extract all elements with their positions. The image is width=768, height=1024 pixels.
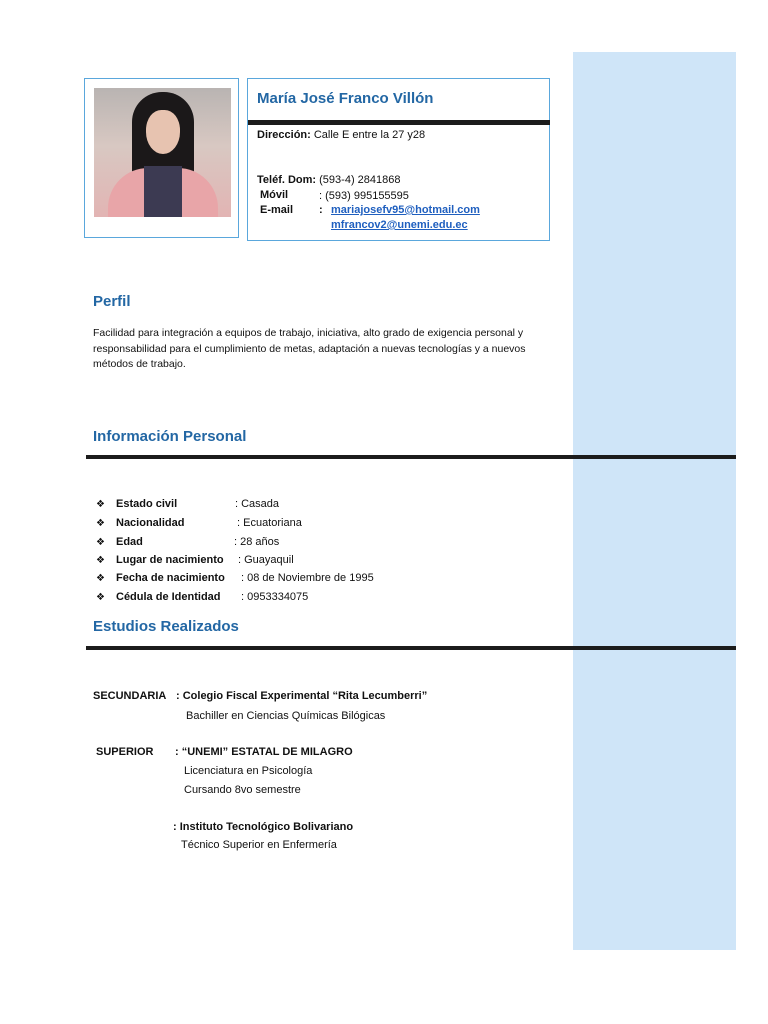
info-item-cedula <box>96 591 221 603</box>
tech-school: : Instituto Tecnológico Bolivariano <box>173 821 354 833</box>
info-value: : Ecuatoriana <box>237 517 302 529</box>
personal-info-divider <box>86 455 736 459</box>
profile-title: Perfil <box>93 293 131 310</box>
info-item-lugar-nacimiento <box>96 554 224 566</box>
address-line <box>257 129 425 141</box>
email-link-unemi[interactable]: mfrancov2@unemi.edu.ec <box>331 219 468 231</box>
bullet-icon: ❖ <box>96 537 105 548</box>
bullet-icon: ❖ <box>96 555 105 566</box>
superior-school: : “UNEMI” ESTATAL DE MILAGRO <box>175 746 353 758</box>
tech-degree: Técnico Superior en Enfermería <box>181 839 337 851</box>
info-label: Estado civil <box>116 498 178 510</box>
info-value: : 08 de Noviembre de 1995 <box>241 572 374 584</box>
profile-photo <box>94 88 231 217</box>
bullet-icon: ❖ <box>96 592 105 603</box>
email-separator: : <box>319 204 323 216</box>
email-link-hotmail[interactable]: mariajosefv95@hotmail.com <box>331 204 480 216</box>
person-name: María José Franco Villón <box>257 90 434 107</box>
info-value: : Casada <box>235 498 280 510</box>
info-item-nacionalidad <box>96 517 184 529</box>
phone-line <box>257 174 400 186</box>
personal-info-title: Información Personal <box>93 428 247 445</box>
secondary-school: : Colegio Fiscal Experimental “Rita Lecumberri” <box>176 690 428 702</box>
info-item-edad <box>96 536 143 548</box>
bullet-icon: ❖ <box>96 499 105 510</box>
phone-label: Teléf. Dom: <box>257 174 317 186</box>
mobile-label: Móvil <box>260 189 289 201</box>
side-panel <box>573 52 736 950</box>
secondary-label: SECUNDARIA <box>93 690 167 702</box>
photo-frame <box>84 78 239 238</box>
bullet-icon: ❖ <box>96 573 105 584</box>
address-value: Calle E entre la 27 y28 <box>313 129 426 141</box>
bullet-icon: ❖ <box>96 518 105 529</box>
studies-divider <box>86 646 736 650</box>
email-label: E-mail <box>260 204 294 216</box>
address-label: Dirección: <box>257 129 311 141</box>
superior-degree: Licenciatura en Psicología <box>184 765 313 777</box>
contact-box <box>247 78 550 241</box>
profile-text: Facilidad para integración a equipos de trabajo, iniciativa, alto grado de exigencia personal y responsabilidad para el cumplimiento de metas, adaptación a nuevas tecnologías y a nuevos métodos de trabajo. <box>93 327 526 370</box>
studies-title: Estudios Realizados <box>93 618 239 635</box>
info-item-fecha-nacimiento <box>96 572 225 584</box>
info-value: : 0953334075 <box>241 591 309 603</box>
contact-divider <box>248 120 550 125</box>
info-label: Edad <box>116 536 143 548</box>
info-value: : 28 años <box>234 536 280 548</box>
info-label: Lugar de nacimiento <box>116 554 224 566</box>
info-label: Nacionalidad <box>116 517 185 529</box>
superior-label: SUPERIOR <box>96 746 154 758</box>
info-label: Fecha de nacimiento <box>116 572 225 584</box>
secondary-degree: Bachiller en Ciencias Químicas Bilógicas <box>186 710 386 722</box>
mobile-value: : (593) 995155595 <box>319 190 409 202</box>
phone-value: (593-4) 2841868 <box>319 174 401 186</box>
superior-status: Cursando 8vo semestre <box>184 784 301 796</box>
info-value: : Guayaquil <box>238 554 294 566</box>
info-label: Cédula de Identidad <box>116 591 221 603</box>
info-item-estado-civil <box>96 498 177 510</box>
